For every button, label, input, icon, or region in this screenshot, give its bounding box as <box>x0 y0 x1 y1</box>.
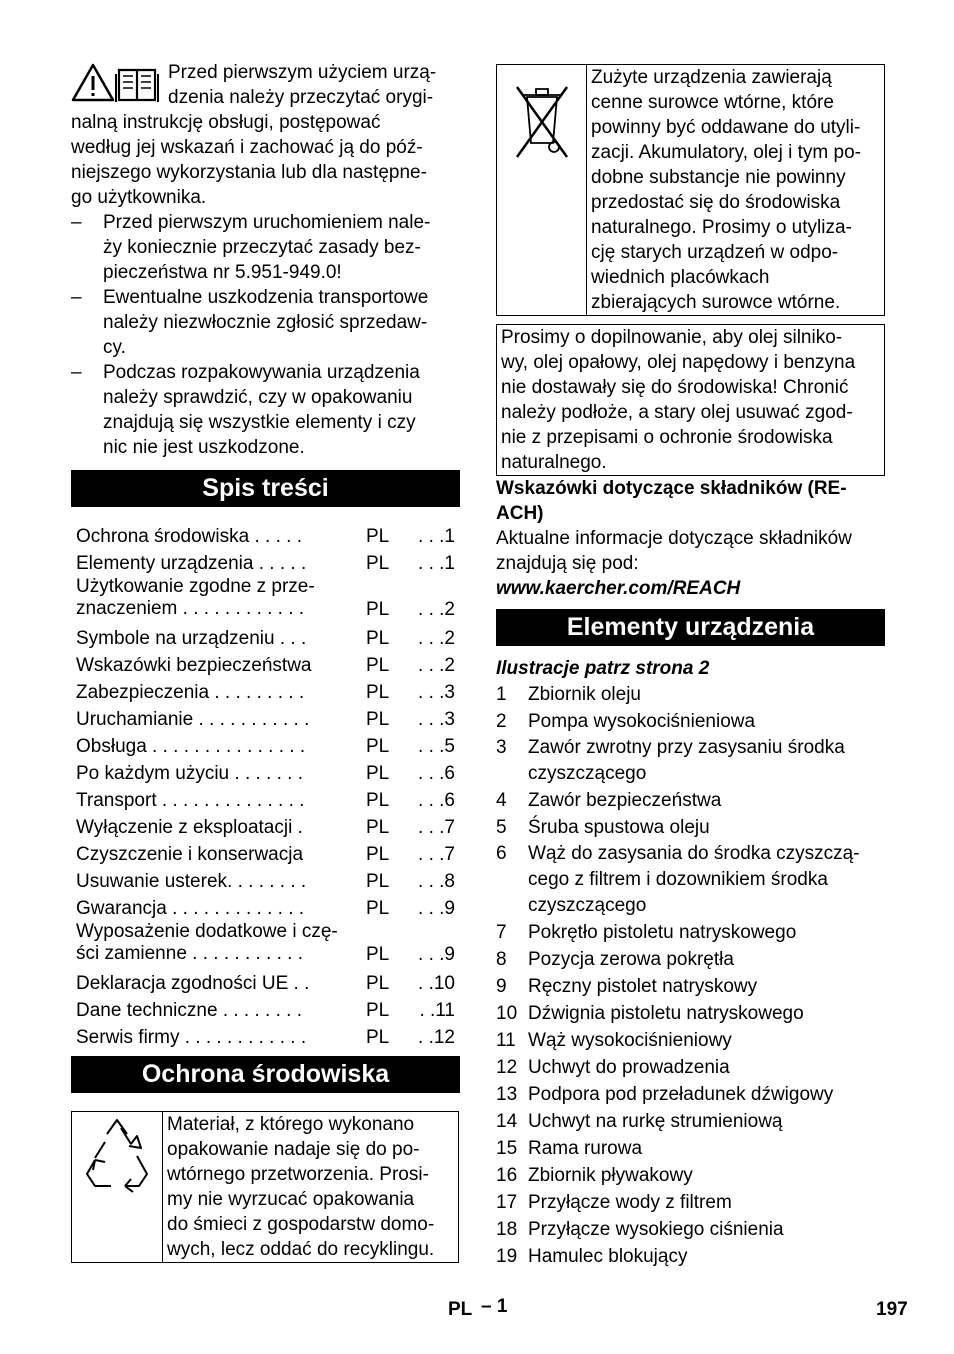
list-item <box>496 681 885 708</box>
intro-bullet <box>71 360 460 460</box>
toc-entry-lang: PL <box>366 655 390 676</box>
elements-subtitle: Ilustracje patrz strona 2 <box>496 658 710 679</box>
toc-entry-page: . . .3 <box>418 709 455 730</box>
item-number: 16 <box>496 1165 518 1186</box>
reach-link[interactable]: www.kaercher.com/REACH <box>496 578 741 599</box>
toc-entry-lang: PL <box>366 944 390 965</box>
item-label: cego z filtrem i dozownikiem środka <box>528 869 828 890</box>
list-item <box>496 1189 885 1216</box>
toc-entry-lang: PL <box>366 973 390 994</box>
reach-heading-line: ACH) <box>496 503 544 524</box>
list-item <box>496 1054 885 1081</box>
item-label: Pompa wysokociśnieniowa <box>528 711 756 732</box>
table-of-contents <box>71 523 460 1051</box>
list-item <box>496 1000 885 1027</box>
recycling-line: my nie wyrzucać opakowania <box>167 1189 415 1210</box>
bullet-line: pieczeństwa nr 5.951-949.0! <box>103 262 342 283</box>
intro-line: niejszego wykorzystania lub dla następne- <box>71 162 427 183</box>
oil-line: należy podłoże, a stary olej usuwać zgod- <box>501 402 853 423</box>
item-number: 15 <box>496 1138 518 1159</box>
toc-entry-page: . . .9 <box>418 944 455 965</box>
weee-line: dobne substancje nie powinny <box>591 167 846 188</box>
list-item <box>496 1027 885 1054</box>
item-number: 19 <box>496 1246 518 1267</box>
weee-line: naturalnego. Prosimy o utyliza- <box>591 217 852 238</box>
elements-heading: Elementy urządzenia <box>496 609 885 646</box>
recycling-icon <box>77 1112 157 1202</box>
toc-entry-lang: PL <box>366 844 390 865</box>
oil-line: wy, olej opałowy, olej napędowy i benzyna <box>501 352 856 373</box>
toc-entry[interactable] <box>76 868 460 895</box>
toc-entry-lang: PL <box>366 599 390 620</box>
toc-entry-lang: PL <box>366 1027 390 1048</box>
toc-entry[interactable] <box>76 787 460 814</box>
toc-entry-lang: PL <box>366 763 390 784</box>
toc-entry-page: . . .1 <box>418 553 455 574</box>
item-label: Podpora pod przeładunek dźwigowy <box>528 1084 834 1105</box>
oil-line: nie dostawały się do środowiska! Chronić <box>501 377 849 398</box>
item-number: 9 <box>496 976 507 997</box>
weee-line: wiednich placówkach <box>591 267 770 288</box>
toc-entry[interactable] <box>76 625 460 652</box>
toc-entry-lang: PL <box>366 628 390 649</box>
list-item <box>496 919 885 946</box>
item-number: 18 <box>496 1219 518 1240</box>
oil-line: Prosimy o dopilnowanie, aby olej silniko- <box>501 327 843 348</box>
toc-entry-title: Uruchamianie . . . . . . . . . . . <box>76 709 310 730</box>
item-number: 5 <box>496 817 507 838</box>
intro-line: nalną instrukcję obsługi, postępować <box>71 112 381 133</box>
bullet-line: znajdują się wszystkie elementy i czy <box>103 412 416 433</box>
recycling-line: wtórnego przetworzenia. Prosi- <box>167 1164 429 1185</box>
list-item <box>496 946 885 973</box>
dash-marker: – <box>71 287 82 308</box>
intro-bullet <box>71 210 460 285</box>
toc-entry-title: Obsługa . . . . . . . . . . . . . . . <box>76 736 306 757</box>
recycling-icon-cell <box>72 1112 163 1262</box>
toc-entry-page: . .11 <box>419 1000 455 1021</box>
item-number: 12 <box>496 1057 518 1078</box>
item-number: 6 <box>496 843 507 864</box>
toc-entry[interactable] <box>76 970 460 997</box>
item-label: Zbiornik pływakowy <box>528 1165 693 1186</box>
bullet-line: ży koniecznie przeczytać zasady bez- <box>103 237 421 258</box>
weee-line: powinny być oddawane do utyli- <box>591 117 861 138</box>
toc-entry-lang: PL <box>366 526 390 547</box>
weee-line: zacji. Akumulatory, olej i tym po- <box>591 142 861 163</box>
toc-entry-lang: PL <box>366 682 390 703</box>
toc-entry-title: Usuwanie usterek. . . . . . . . <box>76 871 307 892</box>
list-item <box>496 1162 885 1189</box>
bullet-line: Ewentualne uszkodzenia transportowe <box>103 287 429 308</box>
toc-entry-title: Zabezpieczenia . . . . . . . . . <box>76 682 305 703</box>
item-label: Uchwyt na rurkę strumieniową <box>528 1111 783 1132</box>
item-number: 13 <box>496 1084 518 1105</box>
item-label: Ręczny pistolet natryskowy <box>528 976 758 997</box>
toc-entry-page: . . .7 <box>418 817 455 838</box>
toc-entry-title: Ochrona środowiska . . . . . <box>76 526 302 547</box>
toc-entry-page: . . .2 <box>418 655 455 676</box>
toc-entry-page: . . .2 <box>418 628 455 649</box>
item-label: Zbiornik oleju <box>528 684 641 705</box>
bullet-line: należy niezwłocznie zgłosić sprzedaw- <box>103 312 428 333</box>
toc-entry-title: Czyszczenie i konserwacja <box>76 844 304 865</box>
toc-entry-lang: PL <box>366 790 390 811</box>
reach-text-line: znajdują się pod: <box>496 553 639 574</box>
toc-entry-page: . . .6 <box>418 790 455 811</box>
recycling-notice <box>71 1111 459 1263</box>
intro-line: Przed pierwszym użyciem urzą- <box>168 62 437 83</box>
toc-entry-page: . . .9 <box>418 898 455 919</box>
item-number: 10 <box>496 1003 518 1024</box>
toc-entry-title: Wskazówki bezpieczeństwa <box>76 655 312 676</box>
toc-entry[interactable] <box>76 733 460 760</box>
item-label: Uchwyt do prowadzenia <box>528 1057 730 1078</box>
toc-entry-title: Wyłączenie z eksploatacji . <box>76 817 303 838</box>
item-number: 8 <box>496 949 507 970</box>
toc-entry-page: . . .7 <box>418 844 455 865</box>
toc-entry-lang: PL <box>366 736 390 757</box>
item-label: Dźwignia pistoletu natryskowego <box>528 1003 804 1024</box>
toc-entry-lang: PL <box>366 871 390 892</box>
toc-entry-title: Gwarancja . . . . . . . . . . . . . <box>76 898 305 919</box>
toc-entry-page: . . .5 <box>418 736 455 757</box>
item-number: 2 <box>496 711 507 732</box>
toc-entry[interactable] <box>76 922 460 970</box>
weee-icon-cell <box>497 65 587 315</box>
item-label: Pokrętło pistoletu natryskowego <box>528 922 797 943</box>
toc-entry-page: . .10 <box>418 973 455 994</box>
weee-line: cenne surowce wtórne, które <box>591 92 834 113</box>
toc-entry[interactable] <box>76 577 460 625</box>
intro-line: dzenia należy przeczytać orygi- <box>168 87 434 108</box>
item-number: 17 <box>496 1192 518 1213</box>
toc-entry-title: Serwis firmy . . . . . . . . . . . . <box>76 1027 307 1048</box>
toc-heading: Spis treści <box>71 470 460 507</box>
weee-line: cję starych urządzeń w odpo- <box>591 242 839 263</box>
toc-entry-page: . . .8 <box>418 871 455 892</box>
item-label: Zawór bezpieczeństwa <box>528 790 722 811</box>
toc-entry-lang: PL <box>366 817 390 838</box>
toc-entry[interactable] <box>76 679 460 706</box>
list-item <box>496 973 885 1000</box>
toc-entry-title: Deklaracja zgodności UE . . <box>76 973 310 994</box>
toc-entry[interactable] <box>76 997 460 1024</box>
toc-entry-title: Symbole na urządzeniu . . . <box>76 628 307 649</box>
weee-line: przedostać się do środowiska <box>591 192 841 213</box>
oil-line: nie z przepisami o ochronie środowiska <box>501 427 833 448</box>
toc-entry-lang: PL <box>366 898 390 919</box>
list-item <box>496 841 885 919</box>
recycling-text <box>163 1112 438 1262</box>
item-label: czyszczącego <box>528 763 647 784</box>
elements-list <box>496 681 885 1270</box>
list-item <box>496 1135 885 1162</box>
bullet-line: należy sprawdzić, czy w opakowaniu <box>103 387 413 408</box>
bullet-line: Przed pierwszym uruchomieniem nale- <box>103 212 431 233</box>
toc-entry-lang: PL <box>366 553 390 574</box>
intro-line: według jej wskazań i zachować ją do póź- <box>71 137 423 158</box>
reach-heading-line: Wskazówki dotyczące składników (RE- <box>496 478 847 499</box>
weee-text <box>587 65 865 315</box>
toc-entry[interactable] <box>76 523 460 550</box>
list-item <box>496 1108 885 1135</box>
toc-entry-title: ści zamienne . . . . . . . . . . . <box>76 943 304 964</box>
item-label: Przyłącze wody z filtrem <box>528 1192 732 1213</box>
toc-entry-title: Transport . . . . . . . . . . . . . . <box>76 790 305 811</box>
toc-entry-page: . . .3 <box>418 682 455 703</box>
item-number: 14 <box>496 1111 518 1132</box>
toc-entry-title: Wyposażenie dodatkowe i czę- <box>76 921 338 942</box>
toc-entry[interactable] <box>76 652 460 679</box>
footer-page-number: 197 <box>876 1299 908 1320</box>
list-item <box>496 1216 885 1243</box>
item-label: czyszczącego <box>528 895 647 916</box>
toc-entry-title: Elementy urządzenia . . . . . <box>76 553 307 574</box>
intro-bullet <box>71 285 460 360</box>
toc-entry-title: Użytkowanie zgodne z prze- <box>76 576 315 597</box>
item-number: 4 <box>496 790 507 811</box>
item-label: Pozycja zerowa pokrętła <box>528 949 734 970</box>
list-item <box>496 814 885 841</box>
toc-entry-page: . . .6 <box>418 763 455 784</box>
footer-local-page: – 1 <box>481 1296 508 1317</box>
list-item <box>496 735 885 787</box>
toc-entry[interactable] <box>76 760 460 787</box>
weee-line: Zużyte urządzenia zawierają <box>591 67 832 88</box>
reach-heading <box>496 476 885 526</box>
toc-entry-page: . . .2 <box>418 599 455 620</box>
recycling-line: do śmieci z gospodarstw domo- <box>167 1214 435 1235</box>
toc-entry[interactable] <box>76 1024 460 1051</box>
bullet-line: nic nie jest uszkodzone. <box>103 437 305 458</box>
item-label: Wąż wysokociśnieniowy <box>528 1030 732 1051</box>
list-item <box>496 1243 885 1270</box>
item-label: Rama rurowa <box>528 1138 643 1159</box>
toc-entry[interactable] <box>76 706 460 733</box>
weee-notice <box>496 64 885 316</box>
toc-entry[interactable] <box>76 550 460 577</box>
dash-marker: – <box>71 362 82 383</box>
warning-and-manual-icon <box>71 62 163 102</box>
item-label: Hamulec blokujący <box>528 1246 688 1267</box>
oil-line: naturalnego. <box>501 452 607 473</box>
toc-entry-lang: PL <box>366 1000 390 1021</box>
recycling-line: opakowanie nadaje się do po- <box>167 1139 420 1160</box>
toc-entry-title: znaczeniem . . . . . . . . . . . . <box>76 598 305 619</box>
reach-text-line: Aktualne informacje dotyczące składników <box>496 528 852 549</box>
item-label: Przyłącze wysokiego ciśnienia <box>528 1219 784 1240</box>
bullet-line: Podczas rozpakowywania urządzenia <box>103 362 420 383</box>
item-number: 3 <box>496 737 507 758</box>
environment-heading: Ochrona środowiska <box>71 1056 460 1093</box>
bullet-line: cy. <box>103 337 126 358</box>
intro-line: go użytkownika. <box>71 187 207 208</box>
list-item <box>496 708 885 735</box>
item-number: 1 <box>496 684 507 705</box>
item-label: Zawór zwrotny przy zasysaniu środka <box>528 737 845 758</box>
item-label: Śruba spustowa oleju <box>528 817 710 838</box>
reach-text <box>496 526 885 576</box>
list-item <box>496 787 885 814</box>
toc-entry[interactable] <box>76 895 460 922</box>
list-item <box>496 1081 885 1108</box>
toc-entry-lang: PL <box>366 709 390 730</box>
intro-warning <box>71 60 460 210</box>
toc-entry-page: . .12 <box>418 1027 455 1048</box>
footer-lang: PL <box>448 1299 473 1320</box>
item-label: Wąż do zasysania do środka czyszczą- <box>528 843 860 864</box>
toc-entry-title: Po każdym użyciu . . . . . . . <box>76 763 304 784</box>
toc-entry[interactable] <box>76 814 460 841</box>
weee-line: zbierających surowce wtórne. <box>591 292 841 313</box>
left-column <box>71 60 460 1263</box>
dash-marker: – <box>71 212 82 233</box>
toc-entry-title: Dane techniczne . . . . . . . . <box>76 1000 302 1021</box>
toc-entry-page: . . .1 <box>418 526 455 547</box>
crossed-bin-icon <box>507 75 577 165</box>
item-number: 7 <box>496 922 507 943</box>
right-column <box>496 64 885 1270</box>
oil-notice <box>496 324 885 476</box>
item-number: 11 <box>496 1030 516 1051</box>
toc-entry[interactable] <box>76 841 460 868</box>
recycling-line: Materiał, z którego wykonano <box>167 1114 415 1135</box>
recycling-line: wych, lecz oddać do recyklingu. <box>167 1239 435 1260</box>
